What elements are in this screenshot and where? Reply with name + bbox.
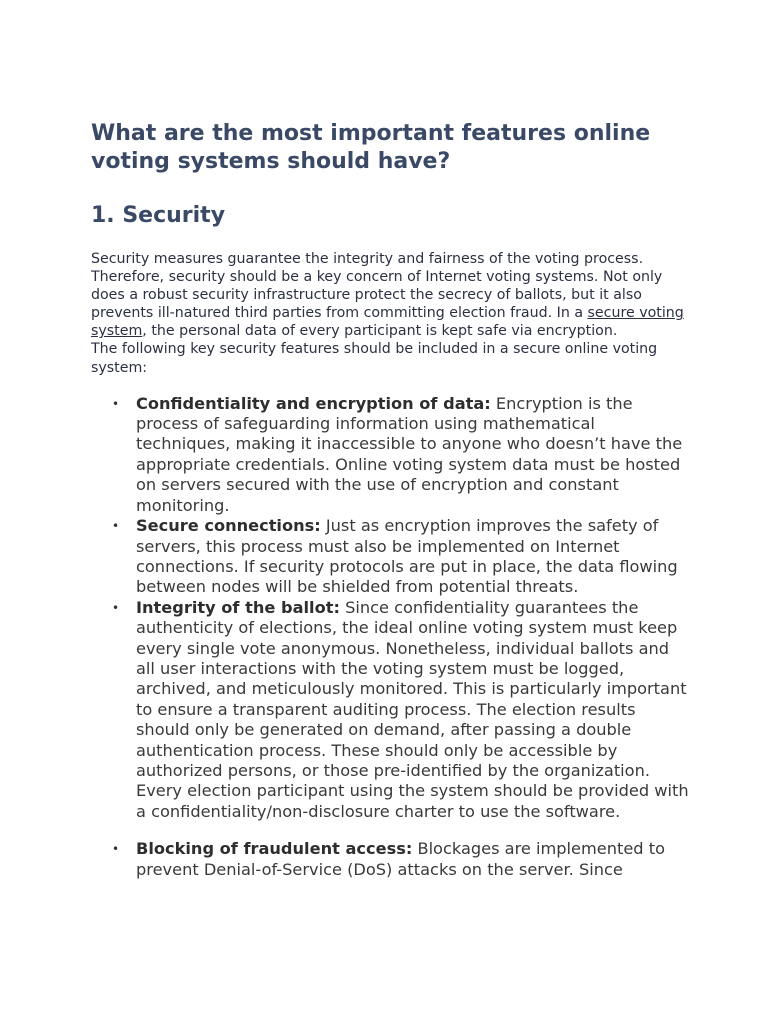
intro-text-after-link: , the personal data of every participant is kept safe via encryption. [142, 323, 618, 340]
feature-description: Since confidentiality guarantees the authenticity of elections, the ideal online voting system must keep every single vote anonymous. Nonetheless, individual ballots and all user interactions with the voting system must be logged, archived, and meticulously monitored. This is particularly important to ensure a transparent auditing process. The election results should only be generated on demand, after passing a double authentication process. These should only be accessible by authorized persons, or those pre-identified by the organization. Every election participant using the system should be provided with a confidentiality/non-disclosure charter to use the software. [136, 597, 689, 821]
list-item [91, 839, 691, 880]
feature-term: Secure connections: [136, 516, 321, 536]
list-item [91, 394, 691, 516]
feature-description: Just as encryption improves the safety of servers, this process must also be implemented on Internet connections. If security protocols are put in place, the data flowing between nodes will be shielded from potential threats. [136, 516, 678, 597]
bullet-icon: • [112, 600, 120, 615]
feature-term: Blocking of fraudulent access: [136, 839, 413, 859]
bullet-icon: • [112, 842, 120, 857]
section-heading-security: 1. Security [91, 203, 226, 228]
bullet-icon: • [112, 519, 120, 534]
page-title: What are the most important features online voting systems should have? [91, 121, 651, 174]
intro-paragraph-features: The following key security features should be included in a secure online voting system: [91, 341, 658, 376]
feature-description: Encryption is the process of safeguarding information using mathematical techniques, making it inaccessible to anyone who doesn’t have the appropriate credentials. Online voting system data must be hosted on servers secured with the use of encryption and constant monitoring. [136, 393, 683, 515]
feature-description: Blockages are implemented to prevent Denial-of-Service (DoS) attacks on the server. Since [136, 839, 665, 879]
feature-term: Integrity of the ballot: [136, 597, 340, 617]
intro-text-before-link: Security measures guarantee the integrity and fairness of the voting process. Therefore, security should be a key concern of Internet voting systems. Not only does a robust security infrastructure protect the secrecy of ballots, but it also prevents ill-natured third parties from committing election fraud. In a [91, 251, 663, 322]
intro-text [91, 250, 691, 377]
secure-voting-system-link[interactable]: secure voting system [91, 305, 684, 340]
document-page [91, 120, 691, 880]
security-features-list [91, 394, 691, 880]
bullet-icon: • [112, 396, 120, 411]
feature-term: Confidentiality and encryption of data: [136, 393, 491, 413]
list-item [91, 598, 691, 822]
list-item [91, 516, 691, 598]
intro-paragraph [91, 250, 691, 340]
